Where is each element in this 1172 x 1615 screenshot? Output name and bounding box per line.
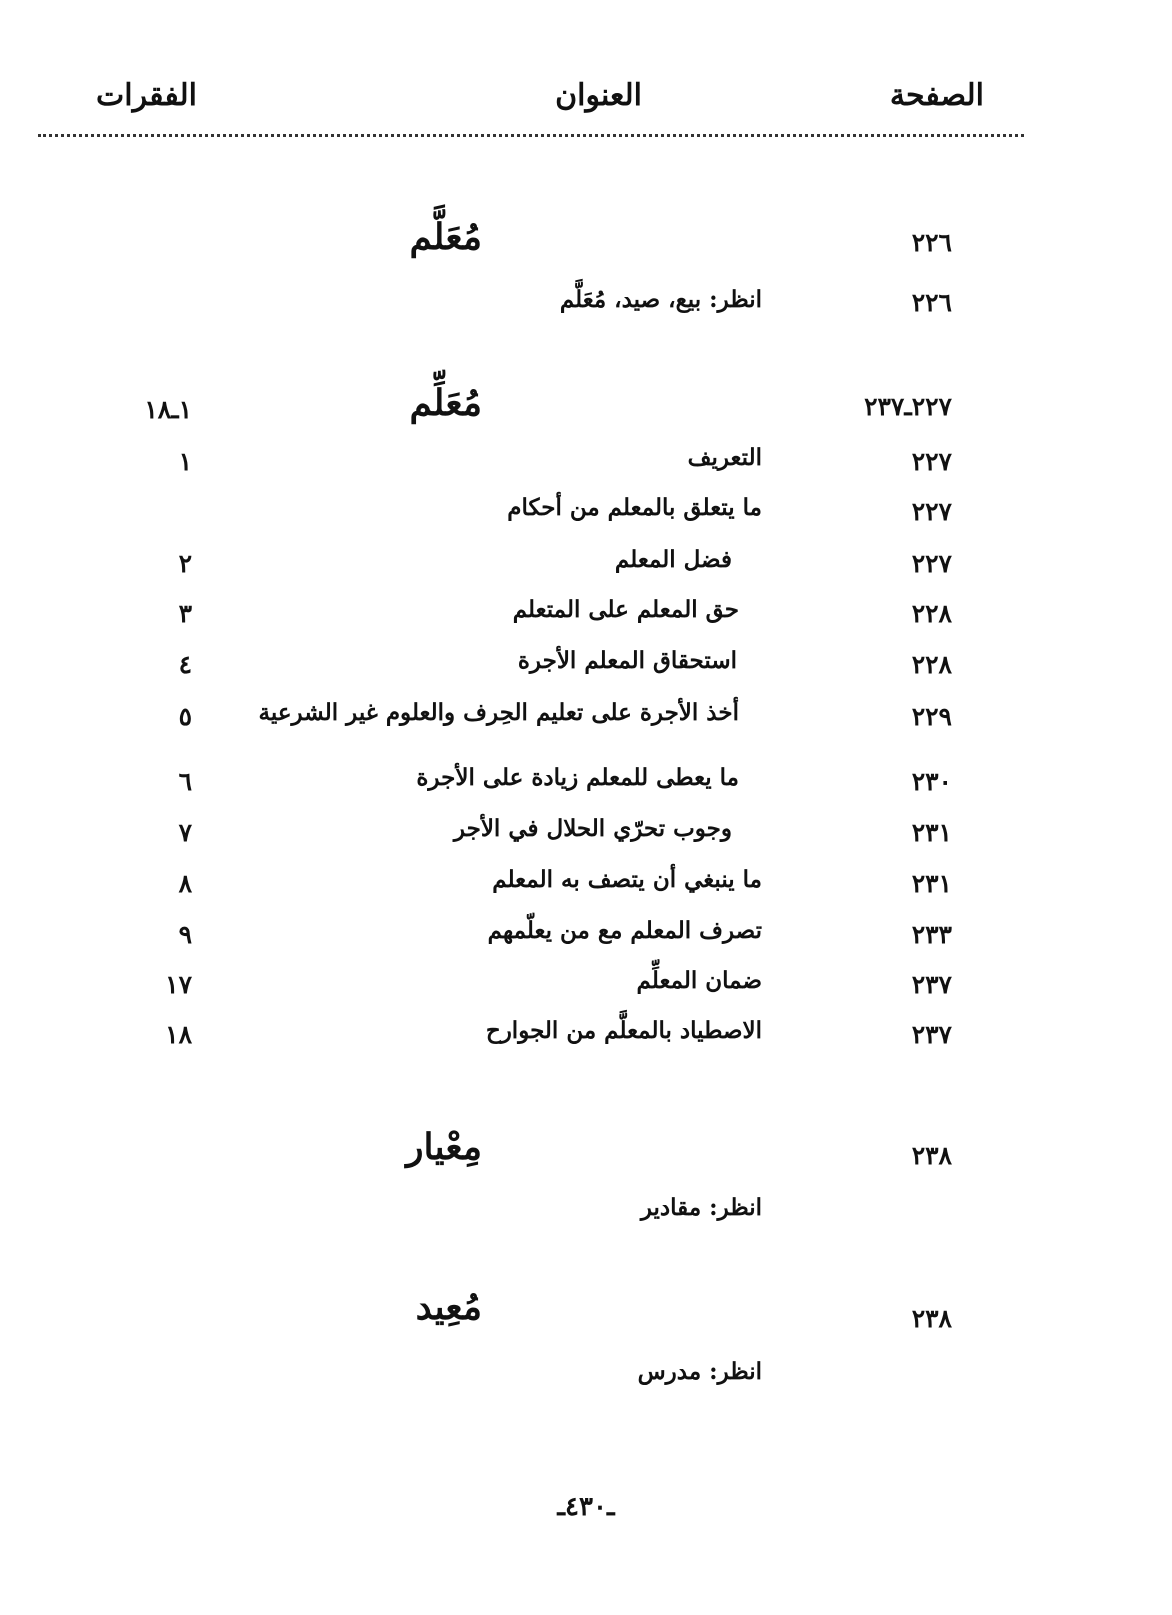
entry-heading: مُعَلَّم bbox=[409, 216, 482, 258]
entry-paragraphs: ٢ bbox=[178, 549, 192, 578]
entry-subtitle: الاصطياد بالمعلَّم من الجوارح bbox=[485, 1017, 762, 1044]
entry-subtitle: استحقاق المعلم الأجرة bbox=[517, 647, 737, 674]
entry-subtitle: التعريف bbox=[687, 444, 762, 471]
entry-page: ٢٢٨ bbox=[911, 650, 952, 679]
entry-page: ٢٢٧ـ٢٣٧ bbox=[864, 392, 952, 421]
entry-paragraphs: ٨ bbox=[178, 869, 192, 898]
entry-page: ٢٢٩ bbox=[911, 702, 952, 731]
entry-paragraphs: ١٨ bbox=[165, 1020, 192, 1049]
entry-paragraphs: ٧ bbox=[178, 818, 192, 847]
page-number: ـ٤٣٠ـ bbox=[557, 1492, 615, 1522]
entry-subtitle: حق المعلم على المتعلم bbox=[512, 596, 739, 623]
entry-page: ٢٣٧ bbox=[911, 1020, 952, 1049]
entry-heading: مِعْيار bbox=[406, 1126, 482, 1168]
entry-page: ٢٣٣ bbox=[911, 920, 952, 949]
entry-paragraphs: ١ bbox=[178, 447, 192, 476]
entry-paragraphs: ١ـ١٨ bbox=[144, 395, 192, 424]
entry-subtitle: ضمان المعلِّم bbox=[636, 967, 762, 994]
entry-page: ٢٢٧ bbox=[911, 447, 952, 476]
column-header-title: العنوان bbox=[555, 78, 642, 113]
column-header-paragraphs: الفقرات bbox=[96, 78, 197, 113]
entry-paragraphs: ٦ bbox=[178, 767, 192, 796]
entry-page: ٢٢٧ bbox=[911, 549, 952, 578]
entry-see-also: انظر: مدرس bbox=[637, 1358, 762, 1385]
entry-paragraphs: ٤ bbox=[178, 650, 192, 679]
entry-see-also: انظر: مقادير bbox=[640, 1194, 762, 1221]
entry-paragraphs: ٩ bbox=[178, 920, 192, 949]
entry-paragraphs: ١٧ bbox=[165, 970, 192, 999]
entry-page: ٢٣١ bbox=[911, 818, 952, 847]
entry-subtitle: ما يعطى للمعلم زيادة على الأجرة bbox=[416, 764, 739, 791]
entry-page: ٢٢٦ bbox=[911, 288, 952, 317]
entry-subtitle: ما ينبغي أن يتصف به المعلم bbox=[492, 866, 762, 893]
entry-page: ٢٢٨ bbox=[911, 599, 952, 628]
entry-page: ٢٣٨ bbox=[911, 1141, 952, 1170]
entry-page: ٢٢٦ bbox=[911, 228, 952, 257]
entry-page: ٢٣٨ bbox=[911, 1304, 952, 1333]
entry-page: ٢٢٧ bbox=[911, 497, 952, 526]
entry-page: ٢٣٧ bbox=[911, 970, 952, 999]
column-header-page: الصفحة bbox=[889, 78, 984, 113]
entry-subtitle: فضل المعلم bbox=[614, 546, 732, 573]
entry-see-also: انظر: بيع، صيد، مُعَلَّم bbox=[559, 286, 762, 313]
entry-paragraphs: ٣ bbox=[178, 599, 192, 628]
entry-subtitle: وجوب تحرّي الحلال في الأجر bbox=[453, 815, 732, 842]
entry-heading: مُعَلِّم bbox=[409, 382, 482, 424]
entry-subtitle: أخذ الأجرة على تعليم الحِرف والعلوم غير الشرعية bbox=[258, 699, 739, 726]
dotted-header-rule bbox=[38, 134, 1024, 137]
entry-heading: مُعِيد bbox=[415, 1286, 482, 1328]
entry-page: ٢٣٠ bbox=[911, 767, 952, 796]
entry-subtitle: ما يتعلق بالمعلم من أحكام bbox=[507, 494, 762, 521]
entry-paragraphs: ٥ bbox=[178, 702, 192, 731]
entry-page: ٢٣١ bbox=[911, 869, 952, 898]
entry-subtitle: تصرف المعلم مع من يعلّمهم bbox=[487, 917, 762, 944]
